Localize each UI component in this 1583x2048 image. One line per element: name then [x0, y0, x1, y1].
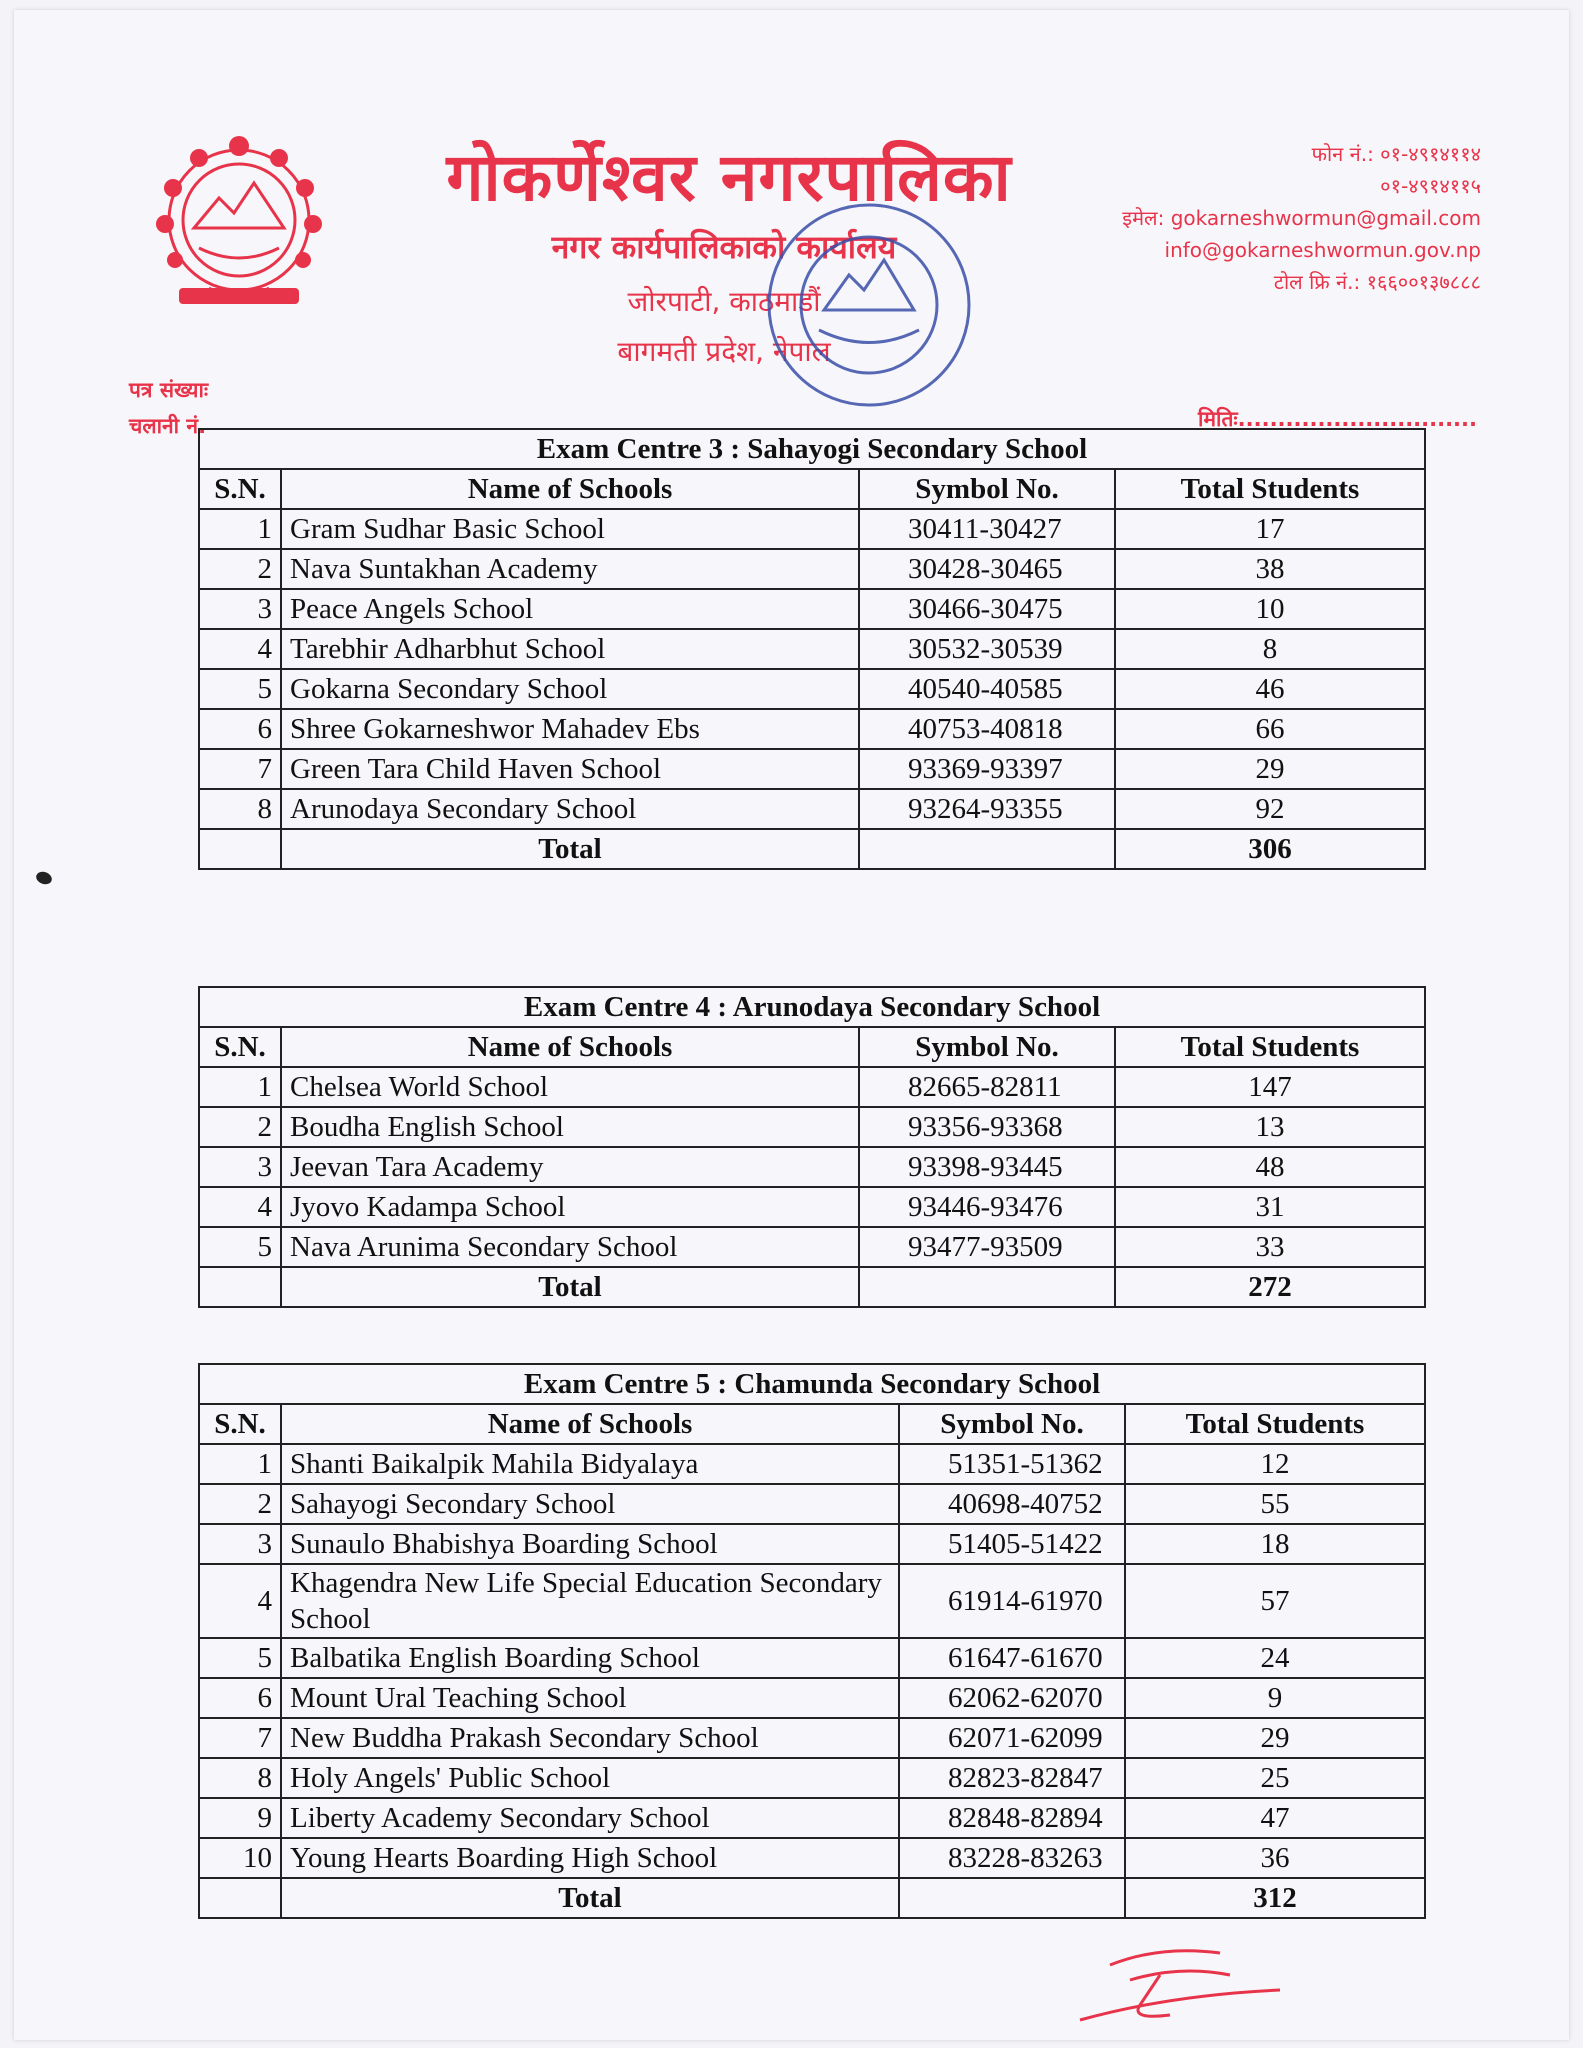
- table-row: [199, 1678, 1425, 1718]
- table-row: [199, 1758, 1425, 1798]
- row-sn: 3: [199, 1524, 281, 1564]
- total-row: [199, 1267, 1425, 1307]
- total-value: 306: [1115, 829, 1425, 869]
- student-count: 31: [1115, 1187, 1425, 1227]
- municipality-title: गोकर्णेश्वर नगरपालिका: [446, 139, 1012, 216]
- school-name: Jyovo Kadampa School: [281, 1187, 859, 1227]
- total-blank-cell: [199, 1267, 281, 1307]
- table-row: [199, 789, 1425, 829]
- row-sn: 2: [199, 1107, 281, 1147]
- table-row: [199, 1638, 1425, 1678]
- date-label: मितिः..............................: [1198, 407, 1477, 431]
- row-sn: 3: [199, 589, 281, 629]
- total-row: [199, 1878, 1425, 1918]
- student-count: 8: [1115, 629, 1425, 669]
- student-count: 24: [1125, 1638, 1425, 1678]
- col-header-symbol: Symbol No.: [859, 469, 1115, 509]
- table-row: [199, 709, 1425, 749]
- student-count: 33: [1115, 1227, 1425, 1267]
- row-sn: 8: [199, 1758, 281, 1798]
- office-stamp-icon: [754, 190, 984, 420]
- table-row: [199, 1147, 1425, 1187]
- school-name: Young Hearts Boarding High School: [281, 1838, 899, 1878]
- symbol-range: 62062-62070: [899, 1678, 1125, 1718]
- table-row: [199, 1107, 1425, 1147]
- col-header-sn: S.N.: [199, 469, 281, 509]
- symbol-range: 93477-93509: [859, 1227, 1115, 1267]
- table-row: [199, 1718, 1425, 1758]
- symbol-range: 30466-30475: [859, 589, 1115, 629]
- row-sn: 2: [199, 1484, 281, 1524]
- school-name: Khagendra New Life Special Education Secondary School: [281, 1564, 899, 1638]
- reference-block: [129, 372, 208, 444]
- table-row: [199, 749, 1425, 789]
- col-header-sn: S.N.: [199, 1027, 281, 1067]
- table-row: [199, 669, 1425, 709]
- address-line2: बागमती प्रदेश, नेपाल: [617, 335, 831, 368]
- row-sn: 3: [199, 1147, 281, 1187]
- school-name: Shree Gokarneshwor Mahadev Ebs: [281, 709, 859, 749]
- total-blank-cell: [199, 829, 281, 869]
- contact-block: [1122, 138, 1481, 298]
- row-sn: 9: [199, 1798, 281, 1838]
- row-sn: 7: [199, 749, 281, 789]
- row-sn: 7: [199, 1718, 281, 1758]
- table-caption: Exam Centre 5 : Chamunda Secondary School: [199, 1364, 1425, 1404]
- total-blank-cell: [199, 1878, 281, 1918]
- table-row: [199, 1444, 1425, 1484]
- student-count: 46: [1115, 669, 1425, 709]
- phone-number: फोन नं.: ०१-४९१४११४: [1311, 142, 1481, 166]
- symbol-range: 93356-93368: [859, 1107, 1115, 1147]
- school-name: Shanti Baikalpik Mahila Bidyalaya: [281, 1444, 899, 1484]
- office-subtitle: नगर कार्यपालिकाको कार्यालय: [551, 228, 897, 266]
- student-count: 36: [1125, 1838, 1425, 1878]
- col-header-sn: S.N.: [199, 1404, 281, 1444]
- total-row: [199, 829, 1425, 869]
- symbol-range: 93398-93445: [859, 1147, 1115, 1187]
- row-sn: 8: [199, 789, 281, 829]
- table-row: [199, 1484, 1425, 1524]
- total-symbol-cell: [859, 829, 1115, 869]
- symbol-range: 93446-93476: [859, 1187, 1115, 1227]
- exam-centre-3-table: [198, 428, 1426, 870]
- row-sn: 1: [199, 509, 281, 549]
- school-name: Chelsea World School: [281, 1067, 859, 1107]
- letter-number-label: पत्र संख्याः: [129, 378, 209, 402]
- table-row: [199, 1838, 1425, 1878]
- symbol-range: 93369-93397: [859, 749, 1115, 789]
- table-caption: Exam Centre 3 : Sahayogi Secondary School: [199, 429, 1425, 469]
- row-sn: 5: [199, 1227, 281, 1267]
- symbol-range: 30532-30539: [859, 629, 1115, 669]
- dispatch-number-label: चलानी नं.: [129, 414, 207, 438]
- school-name: Arunodaya Secondary School: [281, 789, 859, 829]
- total-symbol-cell: [859, 1267, 1115, 1307]
- symbol-range: 61647-61670: [899, 1638, 1125, 1678]
- student-count: 12: [1125, 1444, 1425, 1484]
- student-count: 47: [1125, 1798, 1425, 1838]
- school-name: Green Tara Child Haven School: [281, 749, 859, 789]
- exam-centre-5-table: [198, 1363, 1426, 1919]
- row-sn: 1: [199, 1067, 281, 1107]
- table-caption: Exam Centre 4 : Arunodaya Secondary School: [199, 987, 1425, 1027]
- col-header-symbol: Symbol No.: [859, 1027, 1115, 1067]
- symbol-range: 93264-93355: [859, 789, 1115, 829]
- school-name: Tarebhir Adharbhut School: [281, 629, 859, 669]
- school-name: Peace Angels School: [281, 589, 859, 629]
- table-row: [199, 589, 1425, 629]
- symbol-range: 40540-40585: [859, 669, 1115, 709]
- symbol-range: 51351-51362: [899, 1444, 1125, 1484]
- symbol-range: 30411-30427: [859, 509, 1115, 549]
- school-name: Jeevan Tara Academy: [281, 1147, 859, 1187]
- col-header-total: Total Students: [1115, 1027, 1425, 1067]
- table-row: [199, 1798, 1425, 1838]
- total-value: 272: [1115, 1267, 1425, 1307]
- address-line1: जोरपाटी, काठमाडौं: [627, 285, 821, 318]
- school-name: Nava Arunima Secondary School: [281, 1227, 859, 1267]
- student-count: 18: [1125, 1524, 1425, 1564]
- school-name: Sahayogi Secondary School: [281, 1484, 899, 1524]
- row-sn: 4: [199, 629, 281, 669]
- row-sn: 6: [199, 1678, 281, 1718]
- col-header-name: Name of Schools: [281, 1027, 859, 1067]
- table-row: [199, 1067, 1425, 1107]
- student-count: 66: [1115, 709, 1425, 749]
- student-count: 13: [1115, 1107, 1425, 1147]
- row-sn: 5: [199, 669, 281, 709]
- symbol-range: 40753-40818: [859, 709, 1115, 749]
- row-sn: 1: [199, 1444, 281, 1484]
- school-name: Holy Angels' Public School: [281, 1758, 899, 1798]
- col-header-name: Name of Schools: [281, 469, 859, 509]
- table-row: [199, 1187, 1425, 1227]
- school-name: New Buddha Prakash Secondary School: [281, 1718, 899, 1758]
- total-label: Total: [281, 1878, 899, 1918]
- ink-spot: [34, 870, 53, 887]
- symbol-range: 40698-40752: [899, 1484, 1125, 1524]
- row-sn: 2: [199, 549, 281, 589]
- col-header-name: Name of Schools: [281, 1404, 899, 1444]
- email-address: इमेल: gokarneshwormun@gmail.com: [1122, 206, 1481, 230]
- school-name: Boudha English School: [281, 1107, 859, 1147]
- student-count: 29: [1125, 1718, 1425, 1758]
- student-count: 57: [1125, 1564, 1425, 1638]
- school-name: Gokarna Secondary School: [281, 669, 859, 709]
- student-count: 10: [1115, 589, 1425, 629]
- student-count: 9: [1125, 1678, 1425, 1718]
- student-count: 38: [1115, 549, 1425, 589]
- student-count: 48: [1115, 1147, 1425, 1187]
- total-label: Total: [281, 1267, 859, 1307]
- phone-number-2: ०१-४९१४११५: [1380, 174, 1481, 198]
- symbol-range: 62071-62099: [899, 1718, 1125, 1758]
- row-sn: 5: [199, 1638, 281, 1678]
- col-header-total: Total Students: [1125, 1404, 1425, 1444]
- symbol-range: 82665-82811: [859, 1067, 1115, 1107]
- row-sn: 6: [199, 709, 281, 749]
- email-address-2: info@gokarneshwormun.gov.np: [1164, 238, 1481, 262]
- symbol-range: 51405-51422: [899, 1524, 1125, 1564]
- col-header-total: Total Students: [1115, 469, 1425, 509]
- symbol-range: 83228-83263: [899, 1838, 1125, 1878]
- school-name: Mount Ural Teaching School: [281, 1678, 899, 1718]
- school-name: Liberty Academy Secondary School: [281, 1798, 899, 1838]
- row-sn: 4: [199, 1187, 281, 1227]
- student-count: 55: [1125, 1484, 1425, 1524]
- symbol-range: 61914-61970: [899, 1564, 1125, 1638]
- school-name: Balbatika English Boarding School: [281, 1638, 899, 1678]
- table-row: [199, 1524, 1425, 1564]
- table-row: [199, 1564, 1425, 1638]
- total-value: 312: [1125, 1878, 1425, 1918]
- signature-icon: [1070, 1935, 1290, 2025]
- table-row: [199, 509, 1425, 549]
- total-label: Total: [281, 829, 859, 869]
- total-symbol-cell: [899, 1878, 1125, 1918]
- row-sn: 4: [199, 1564, 281, 1638]
- symbol-range: 82823-82847: [899, 1758, 1125, 1798]
- tollfree-number: टोल फ्रि नं.: १६६००१३७८८८: [1273, 270, 1481, 294]
- row-sn: 10: [199, 1838, 281, 1878]
- nepal-emblem-icon: [139, 128, 339, 318]
- symbol-range: 30428-30465: [859, 549, 1115, 589]
- student-count: 25: [1125, 1758, 1425, 1798]
- col-header-symbol: Symbol No.: [899, 1404, 1125, 1444]
- school-name: Sunaulo Bhabishya Boarding School: [281, 1524, 899, 1564]
- symbol-range: 82848-82894: [899, 1798, 1125, 1838]
- exam-centre-4-table: [198, 986, 1426, 1308]
- school-name: Nava Suntakhan Academy: [281, 549, 859, 589]
- school-name: Gram Sudhar Basic School: [281, 509, 859, 549]
- student-count: 92: [1115, 789, 1425, 829]
- student-count: 147: [1115, 1067, 1425, 1107]
- student-count: 17: [1115, 509, 1425, 549]
- table-row: [199, 1227, 1425, 1267]
- student-count: 29: [1115, 749, 1425, 789]
- table-row: [199, 629, 1425, 669]
- table-row: [199, 549, 1425, 589]
